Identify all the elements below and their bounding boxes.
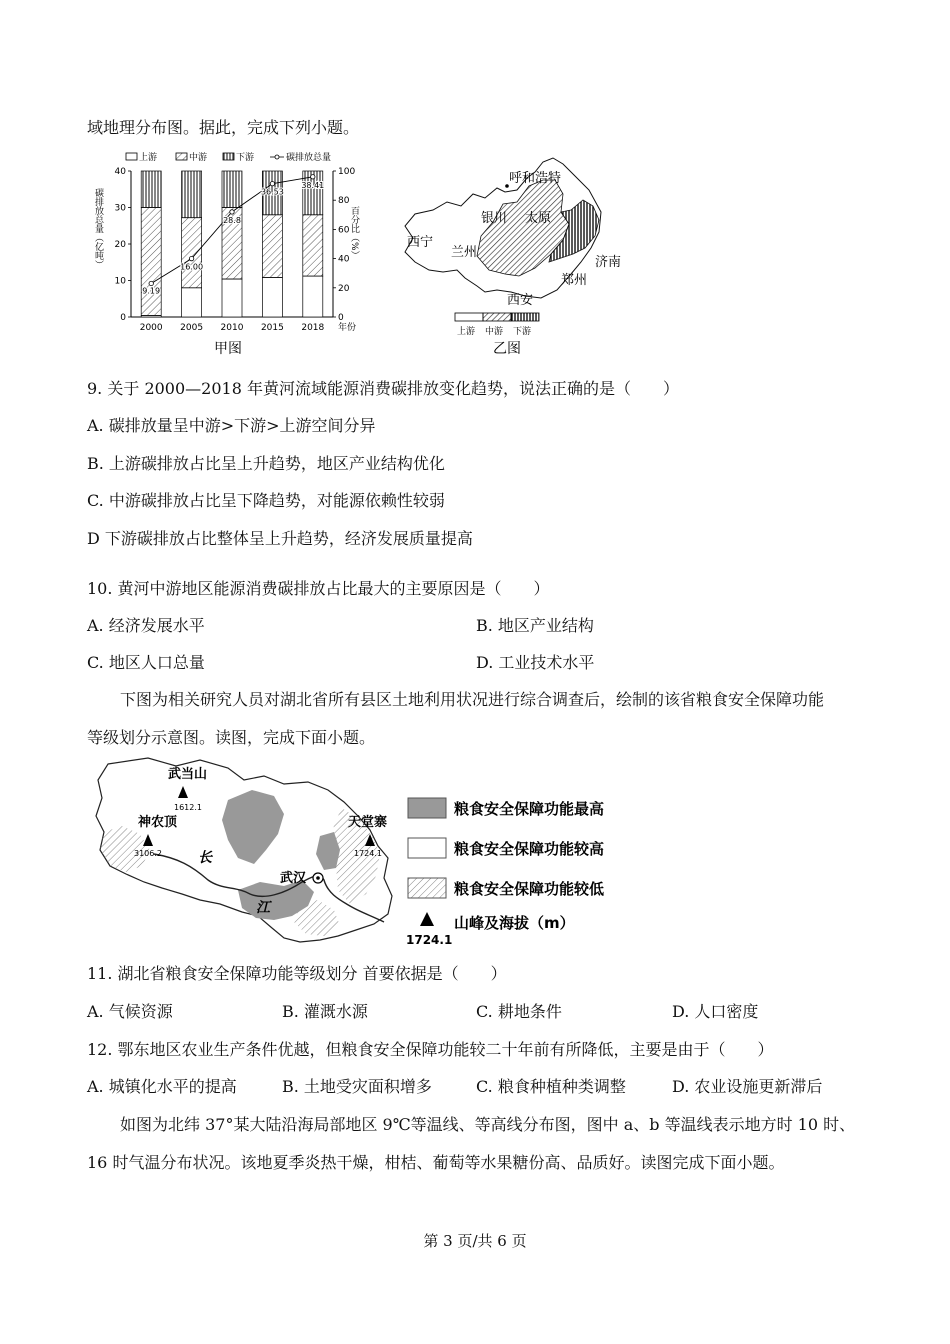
- right-tick-label: 60: [338, 225, 350, 236]
- left-tick-label: 30: [114, 203, 126, 214]
- left-tick-label: 0: [120, 313, 126, 323]
- total-point: [311, 175, 315, 179]
- bar-middle-2018: [303, 215, 323, 276]
- right-tick-label: 100: [338, 167, 356, 177]
- intro-hubei-line2: 等级划分示意图。读图，完成下面小题。: [87, 728, 376, 747]
- total-point: [230, 210, 234, 214]
- question-9-option-b: B. 上游碳排放占比呈上升趋势，地区产业结构优化: [87, 454, 445, 473]
- bar-middle-2015: [262, 215, 282, 278]
- left-tick-label: 40: [114, 167, 126, 177]
- right-tick-label: 80: [338, 196, 350, 207]
- map-legend-upper: 上游: [457, 327, 476, 337]
- x-tick-label: 2015: [260, 323, 284, 333]
- city-label-jinan: 济南: [595, 255, 622, 270]
- page-footer: 第 3 页/共 6 页: [423, 1232, 527, 1250]
- legend-lower: 下游: [236, 153, 255, 163]
- x-axis-unit: 年份: [338, 323, 357, 333]
- question-12-option-d: D. 农业设施更新滞后: [672, 1077, 823, 1096]
- city-label-lanzhou: 兰州: [451, 245, 478, 260]
- peak-shennongding-elev: 3106.2: [134, 849, 162, 858]
- figure-yi-map: [385, 150, 635, 360]
- bar-upper-2010: [222, 279, 242, 317]
- legend-low: 粮食安全保障功能较低: [454, 880, 605, 898]
- intro-hubei-line1: 下图为相关研究人员对湖北省所有县区土地利用状况进行综合调查后，绘制的该省粮食安全保障功能: [120, 690, 825, 709]
- x-tick-label: 2010: [220, 323, 244, 333]
- y-right-axis-label: 百分比（%）: [349, 206, 359, 260]
- question-11-option-b: B. 灌溉水源: [282, 1002, 368, 1021]
- x-tick-label: 2018: [301, 323, 325, 333]
- question-11-option-d: D. 人口密度: [672, 1002, 759, 1021]
- peak-tiantangzhai-label: 天堂寨: [348, 815, 388, 830]
- bar-upper-2018: [303, 276, 323, 317]
- question-12-stem: 12. 鄂东地区农业生产条件优越，但粮食安全保障功能较二十年前有所降低，主要是由于（ ）: [87, 1040, 774, 1059]
- bar-lower-2010: [222, 171, 242, 208]
- question-11-stem: 11. 湖北省粮食安全保障功能等级划分 首要依据是（ ）: [87, 964, 507, 983]
- intro-isotherm-line2: 16 时气温分布状况。该地夏季炎热干燥，柑桔、葡萄等水果糖份高、品质好。读图完成下面小题。: [87, 1153, 785, 1172]
- bar-lower-2000: [141, 171, 161, 208]
- question-12-option-a: A. 城镇化水平的提高: [87, 1077, 237, 1096]
- legend-total: 碳排放总量: [286, 153, 332, 163]
- intro-isotherm-line1: 如图为北纬 37°某大陆沿海局部地区 9℃等温线、等高线分布图，图中 a、b 等温线表示地方时 10 时、: [120, 1115, 856, 1134]
- city-wuhan-label: 武汉: [280, 871, 307, 886]
- legend-peak: 山峰及海拔（m）: [454, 914, 575, 932]
- bar-middle-2005: [182, 218, 202, 288]
- chart-legend: [126, 151, 331, 163]
- total-point-label: 9.19: [142, 286, 161, 296]
- intro-text: 域地理分布图。据此，完成下列小题。: [87, 118, 360, 137]
- map-yi-legend: [455, 313, 539, 337]
- question-10-option-b: B. 地区产业结构: [476, 616, 594, 635]
- hubei-legend: [406, 798, 604, 947]
- left-tick-label: 20: [114, 240, 126, 250]
- map-legend-middle: 中游: [485, 327, 504, 337]
- bar-middle-2000: [141, 208, 161, 316]
- question-12-option-b: B. 土地受灾面积增多: [282, 1077, 432, 1096]
- hubei-grain-security-map: [88, 754, 633, 948]
- question-9-option-d: D 下游碳排放占比整体呈上升趋势，经济发展质量提高: [87, 529, 473, 548]
- peak-shennongding-label: 神农顶: [138, 815, 178, 830]
- legend-middle: 中游: [189, 153, 208, 163]
- total-point: [189, 256, 193, 260]
- legend-highest: 粮食安全保障功能最高: [454, 800, 605, 818]
- question-10-stem: 10. 黄河中游地区能源消费碳排放占比最大的主要原因是（ ）: [87, 579, 550, 598]
- total-point-label: 38.41: [301, 180, 325, 190]
- question-9-option-a: A. 碳排放量呈中游>下游>上游空间分异: [87, 416, 376, 435]
- legend-high: 粮食安全保障功能较高: [454, 840, 605, 858]
- question-10-option-a: A. 经济发展水平: [87, 616, 205, 635]
- river-label-chang: 长: [198, 850, 212, 866]
- question-12-option-c: C. 粮食种植种类调整: [476, 1077, 626, 1096]
- figure-yi-caption: 乙图: [493, 341, 521, 357]
- question-9-stem: 9. 关于 2000—2018 年黄河流域能源消费碳排放变化趋势，说法正确的是（ ）: [87, 379, 679, 398]
- peak-wudangshan-elev: 1612.1: [174, 803, 202, 812]
- x-tick-label: 2005: [180, 323, 204, 333]
- question-10-option-c: C. 地区人口总量: [87, 653, 205, 672]
- question-9-option-c: C. 中游碳排放占比呈下降趋势，对能源依赖性较弱: [87, 491, 445, 510]
- bar-lower-2005: [182, 171, 202, 218]
- city-label-xining: 西宁: [407, 235, 434, 250]
- right-tick-label: 40: [338, 254, 350, 265]
- y-left-axis-label: 碳排放总量（亿吨）: [93, 188, 103, 269]
- right-tick-label: 20: [338, 283, 350, 294]
- legend-peak-icon: [420, 912, 434, 926]
- city-label-hohhot: 呼和浩特: [509, 171, 562, 186]
- right-tick-label: 0: [338, 313, 344, 323]
- peak-tiantangzhai-elev: 1724.1: [354, 849, 382, 858]
- peak-wudangshan-label: 武当山: [168, 767, 208, 782]
- question-11-option-c: C. 耕地条件: [476, 1002, 562, 1021]
- city-label-taiyuan: 太原: [525, 211, 552, 226]
- total-point: [270, 181, 274, 185]
- x-tick-label: 2000: [139, 323, 163, 333]
- city-label-xian: 西安: [507, 293, 534, 308]
- total-point-label: 28.8: [223, 215, 241, 225]
- question-11-option-a: A. 气候资源: [87, 1002, 173, 1021]
- city-label-zhengzhou: 郑州: [561, 273, 588, 288]
- left-tick-label: 10: [114, 276, 126, 287]
- figure-jia-caption: 甲图: [214, 341, 242, 357]
- total-point: [149, 281, 153, 285]
- bar-upper-2015: [262, 278, 282, 317]
- river-label-jiang: 江: [256, 900, 270, 916]
- legend-peak-elev: 1724.1: [406, 933, 453, 947]
- figure-jia-chart: [88, 148, 388, 360]
- legend-upper: 上游: [139, 153, 158, 163]
- question-10-option-d: D. 工业技术水平: [476, 653, 595, 672]
- map-legend-lower: 下游: [513, 327, 532, 337]
- total-point-label: 16.00: [180, 262, 204, 272]
- city-label-yinchuan: 银川: [481, 211, 508, 226]
- total-point-label: 36.53: [260, 187, 284, 197]
- bar-upper-2005: [182, 288, 202, 317]
